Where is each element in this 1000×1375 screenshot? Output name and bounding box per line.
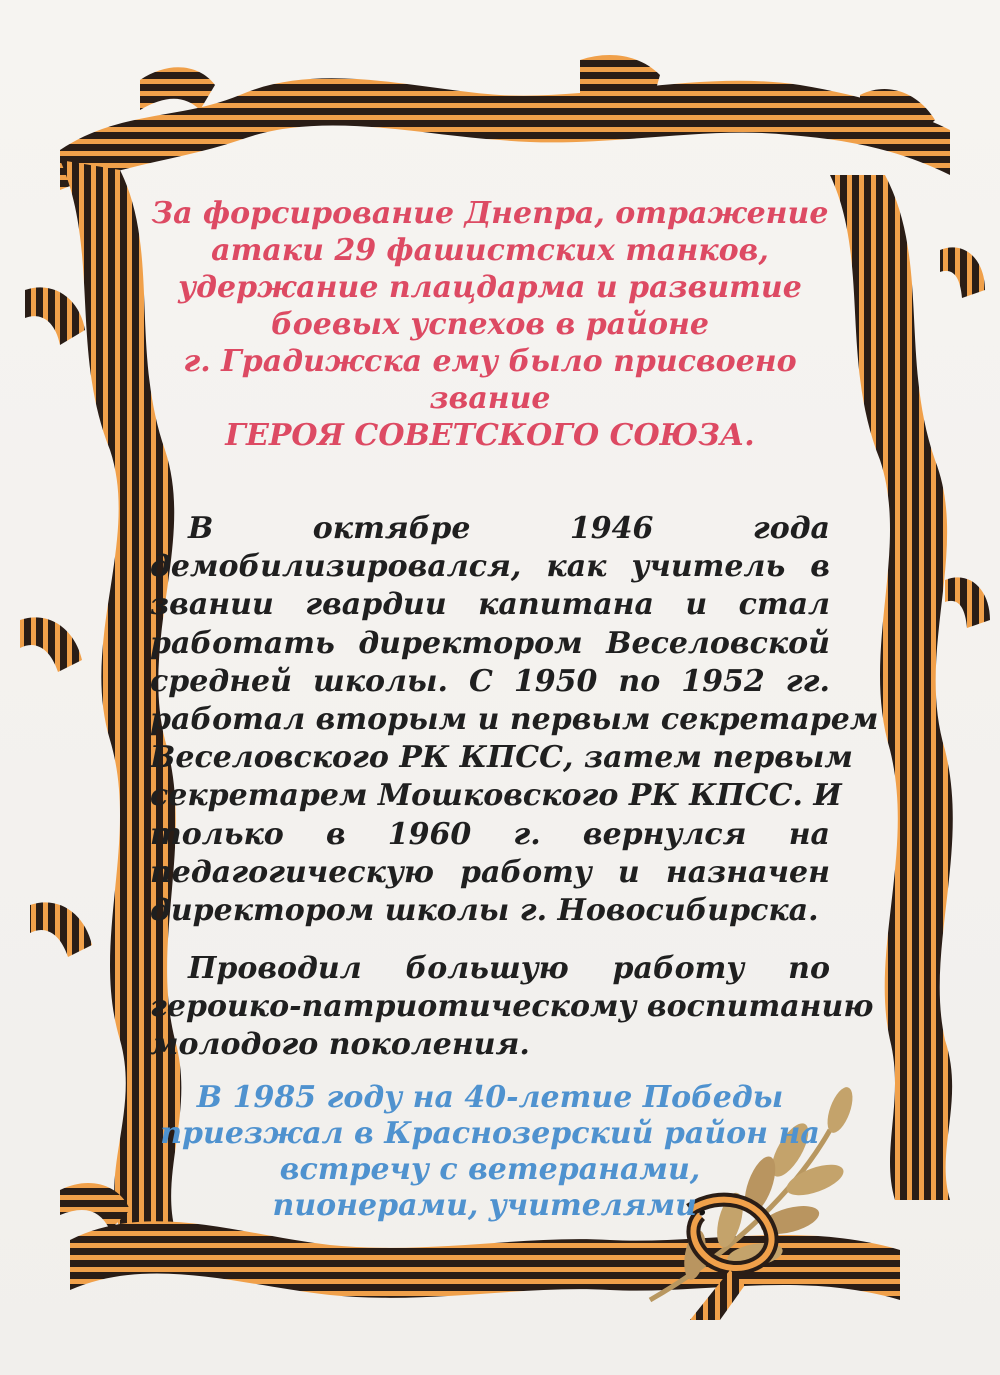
paragraph-line: работал вторым и первым секретарем <box>150 702 879 738</box>
paragraph-line: Проводил большую работу по <box>188 951 830 986</box>
paragraph-line: Веселовского РК КПСС, затем первым <box>150 740 853 776</box>
paragraph-line: демобилизировался, как учитель в <box>150 549 830 585</box>
biography-paragraph-2 <box>150 950 874 1065</box>
footer-text: пионерами, учителями <box>272 1188 697 1223</box>
hero-title: ГЕРОЯ СОВЕТСКОГО СОЮЗА. <box>225 418 755 453</box>
paragraph-line: педагогическую работу и назначен <box>150 854 830 890</box>
visit-note <box>150 1080 830 1224</box>
heading-line: боевых успехов в районе <box>271 307 709 342</box>
paragraph-line: работать директором Веселовской <box>150 625 830 661</box>
footer-line-last <box>150 1188 830 1224</box>
paragraph-line: только в 1960 г. вернулся на <box>150 816 830 852</box>
biography-paragraph-1 <box>150 510 879 930</box>
document-content <box>150 195 879 1223</box>
heading-line: За форсирование Днепра, отражение <box>151 196 829 231</box>
paragraph-line: звании гвардии капитана и стал <box>150 587 830 623</box>
paragraph-line: секретарем Мошковского РК КПСС. И <box>150 778 842 814</box>
paragraph-line: средней школы. С 1950 по 1952 гг. <box>150 663 830 699</box>
footer-line: В 1985 году на 40-летие Победы <box>196 1080 784 1115</box>
footer-end-mark: . <box>696 1188 708 1223</box>
paragraph-line: молодого поколения. <box>150 1027 530 1063</box>
paragraph-line: директором школы г. Новосибирска. <box>150 893 819 929</box>
heading-line: г. Градижска ему было присвоено <box>183 344 797 379</box>
award-heading <box>150 195 830 454</box>
footer-line: приезжал в Краснозерский район на <box>160 1116 820 1151</box>
heading-line: удержание плацдарма и развитие <box>178 270 802 305</box>
heading-line: атаки 29 фашистских танков, <box>211 233 769 268</box>
heading-line: звание <box>429 381 551 416</box>
paragraph-line: В октябре 1946 года <box>188 511 830 546</box>
footer-line: встречу с ветеранами, <box>279 1152 701 1187</box>
ribbon-right <box>830 175 953 1200</box>
paragraph-line: героико-патриотическому воспитанию <box>150 989 874 1025</box>
